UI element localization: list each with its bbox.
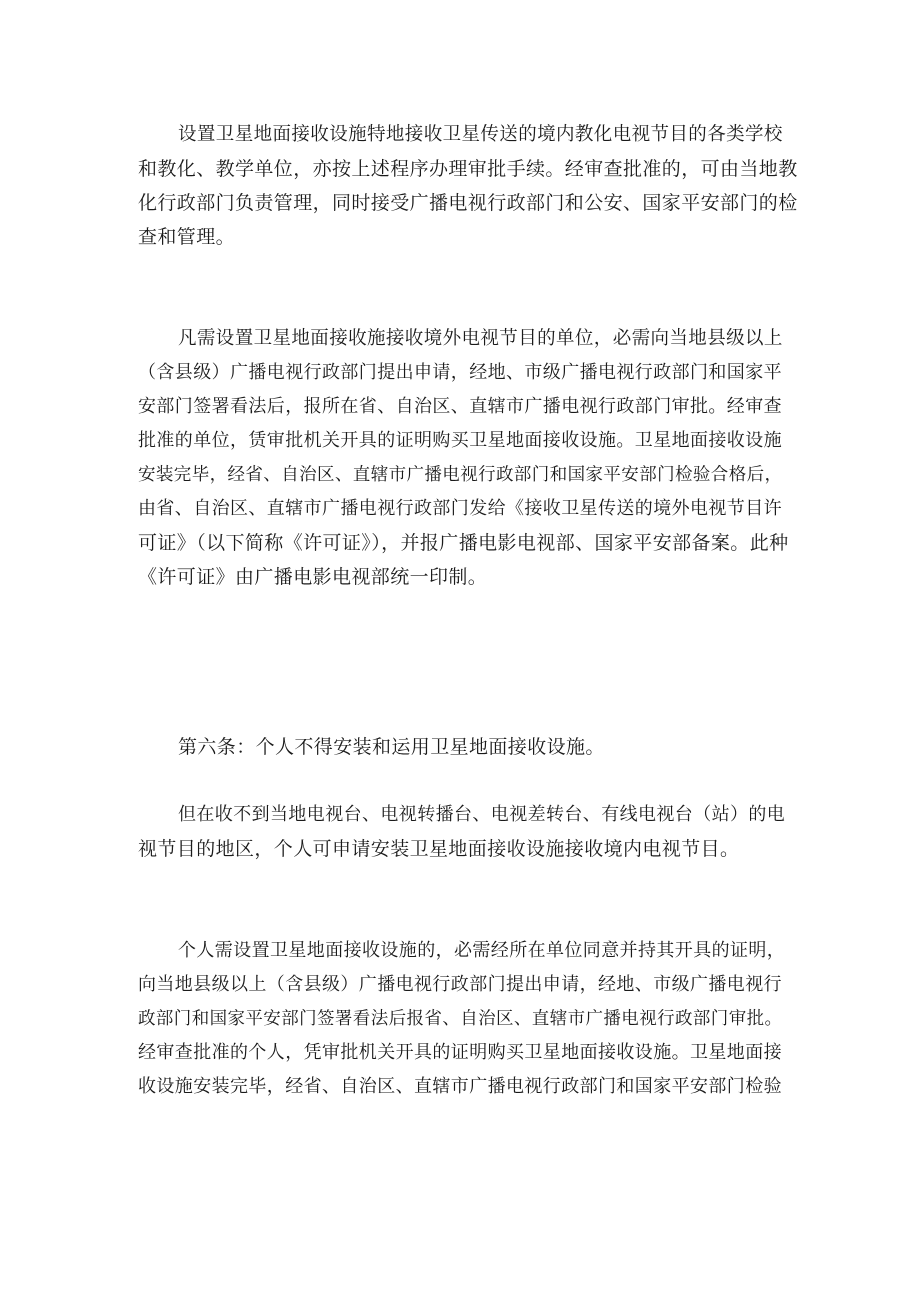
text-line: 和教化、教学单位，亦按上述程序办理审批手续。经审查批准的，可由当地教 xyxy=(138,158,798,180)
text-line: 政部门和国家平安部门签署看法后报省、自治区、直辖市广播电视行政部门审批。 xyxy=(138,1009,783,1029)
text-line: 视节目的地区，个人可申请安装卫星地面接收设施接收境内电视节目。 xyxy=(138,838,740,860)
text-line: 安部门签署看法后，报所在省、自治区、直辖市广播电视行政部门审批。经审查 xyxy=(138,396,782,417)
text-line: 批准的单位，赁审批机关开具的证明购买卫星地面接收设施。卫星地面接收设施 xyxy=(138,430,782,451)
text-line: 经审查批准的个人，凭审批机关开具的证明购买卫星地面接收设施。卫星地面接 xyxy=(138,1042,782,1063)
text-line: 可证》（以下简称《许可证》），并报广播电影电视部、国家平安部备案。此种 xyxy=(138,532,789,554)
text-line: 查和管理。 xyxy=(138,226,236,248)
text-line: 收设施安装完毕，经省、自治区、直辖市广播电视行政部门和国家平安部门检验 xyxy=(138,1076,782,1097)
paragraph-individual-application xyxy=(138,934,798,1104)
text-line: 向当地县级以上（含县级）广播电视行政部门提出申请，经地、市级广播电视行 xyxy=(138,974,782,995)
text-line: 但在收不到当地电视台、电视转播台、电视差转台、有线电视台（站）的电 xyxy=(178,804,786,825)
text-line: 化行政部门负责管理，同时接受广播电视行政部门和公安、国家平安部门的检 xyxy=(138,192,798,214)
paragraph-school-reception xyxy=(138,118,798,254)
text-line: 《许可证》由广播电影电视部统一印制。 xyxy=(138,566,488,588)
text-line: 个人需设置卫星地面接收设施的，必需经所在单位同意并持其开具的证明， xyxy=(178,940,786,961)
text-line: 设置卫星地面接收设施特地接收卫星传送的境内教化电视节目的各类学校 xyxy=(178,124,783,145)
text-line: 由省、自治区、直辖市广播电视行政部门发给《接收卫星传送的境外电视节目许 xyxy=(138,498,782,519)
text-line: 安装完毕，经省、自治区、直辖市广播电视行政部门和国家平安部门检验合格后， xyxy=(138,465,783,485)
text-line: （含县级）广播电视行政部门提出申请，经地、市级广播电视行政部门和国家平 xyxy=(138,362,782,383)
text-line: 第六条：个人不得安装和运用卫星地面接收设施。 xyxy=(178,736,605,758)
text-line: 凡需设置卫星地面接收施接收境外电视节目的单位，必需向当地县级以上 xyxy=(178,328,783,349)
paragraph-individual-exception xyxy=(138,798,798,866)
paragraph-article-six xyxy=(138,730,798,764)
paragraph-foreign-reception xyxy=(138,322,798,594)
